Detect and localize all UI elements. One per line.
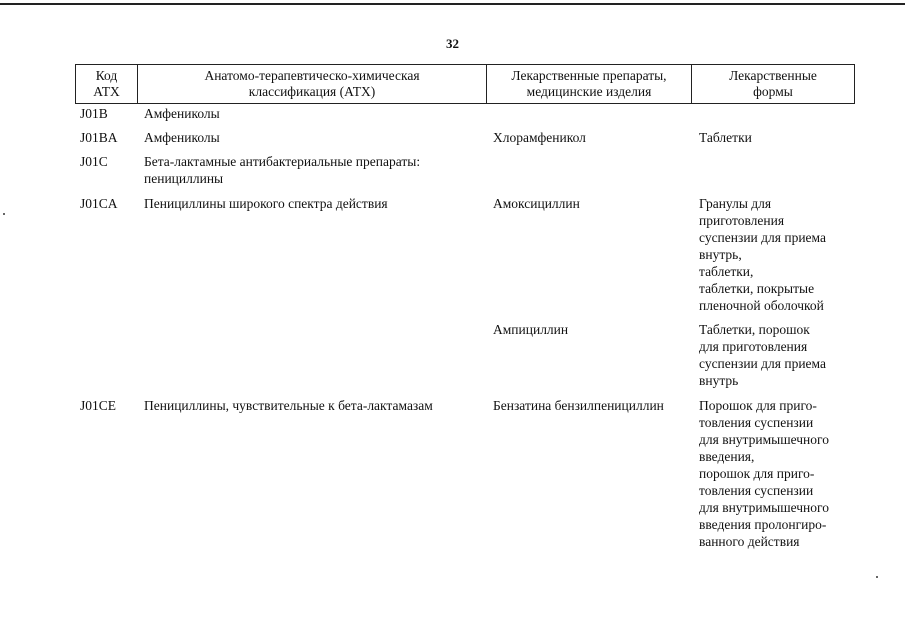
header-atc-label: Анатомо-терапевтическо-химическая классификация (АТХ)	[204, 68, 420, 99]
row-forms: Порошок для приго- товления суспензии для внутримышечного введения, порошок для приго- товления суспензии для внутримышечного введения пролонгиро- ванного действия	[699, 398, 829, 549]
row-atc: Пенициллины, чувствительные к бета-лактамазам	[144, 398, 433, 413]
row-code: J01B	[80, 106, 108, 121]
row-drug: Бензатина бензилпенициллин	[493, 398, 664, 413]
scan-speck	[3, 213, 5, 215]
row-drug: Хлорамфеникол	[493, 130, 586, 145]
header-forms	[691, 64, 855, 104]
header-code-label: Код АТХ	[93, 68, 120, 99]
top-border-line	[0, 3, 905, 5]
row-code: J01BA	[80, 130, 118, 145]
row-atc: Бета-лактамные антибактериальные препараты: пенициллины	[144, 154, 421, 186]
row-code: J01CA	[80, 196, 118, 211]
row-code: J01CE	[80, 398, 117, 413]
row-forms: Гранулы для приготовления суспензии для приема внутрь, таблетки, таблетки, покрытые пленочной оболочкой	[699, 196, 826, 313]
header-drug-label: Лекарственные препараты, медицинские изделия	[511, 68, 667, 99]
row-code: J01C	[80, 154, 108, 169]
header-drug	[486, 64, 692, 104]
row-forms: Таблетки	[699, 130, 752, 145]
row-drug: Амоксициллин	[493, 196, 580, 211]
row-atc: Амфениколы	[144, 106, 220, 121]
row-atc: Амфениколы	[144, 130, 220, 145]
header-forms-label: Лекарственные формы	[729, 68, 817, 99]
row-atc: Пенициллины широкого спектра действия	[144, 196, 388, 211]
scan-speck	[876, 576, 878, 578]
page-number: 32	[446, 36, 459, 51]
row-forms: Таблетки, порошок для приготовления суспензии для приема внутрь	[699, 322, 826, 388]
header-code	[75, 64, 138, 104]
header-atc	[137, 64, 487, 104]
row-drug: Ампициллин	[493, 322, 569, 337]
